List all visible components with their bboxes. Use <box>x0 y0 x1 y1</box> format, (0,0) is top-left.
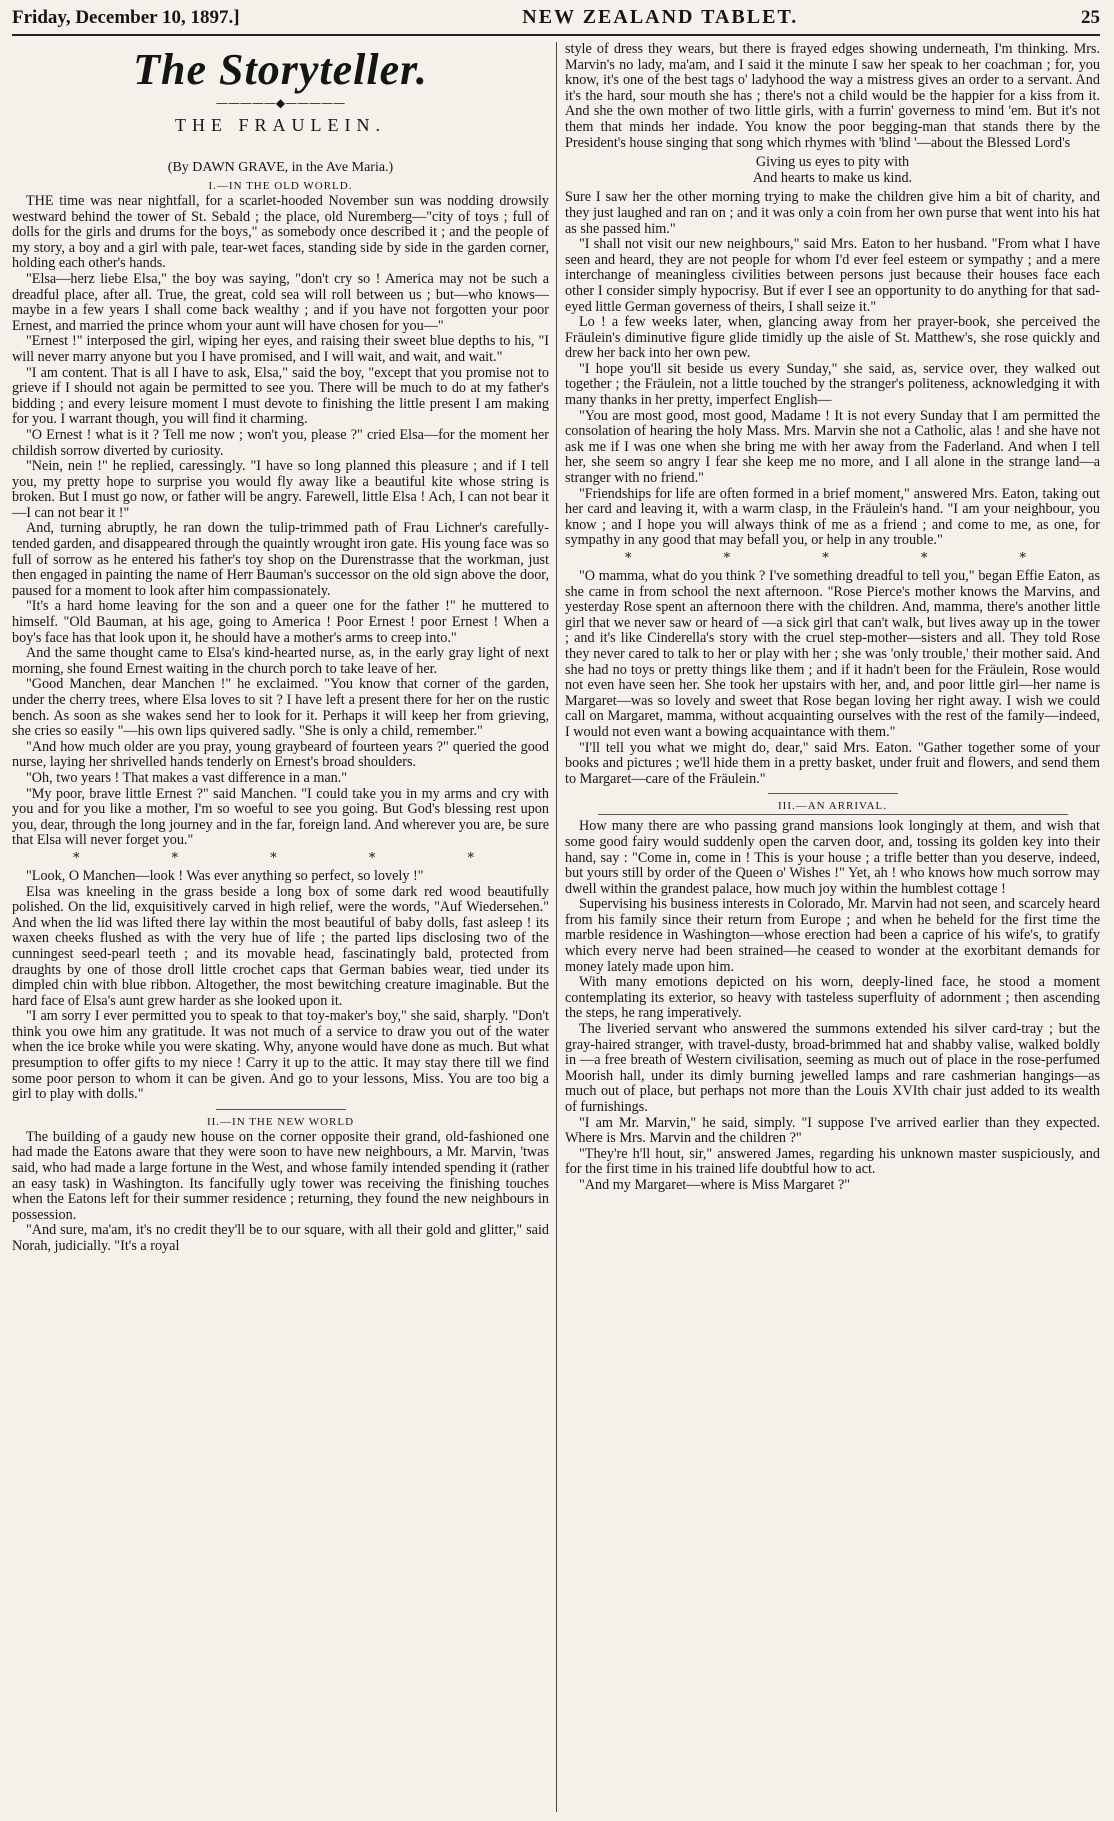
paragraph: "Ernest !" interposed the girl, wiping her eyes, and raising their sweet blue depths to his, "I will never marry anyone but you I have promised, and I will wait, and wait, and wait." <box>12 333 549 365</box>
paragraph: "Elsa—herz liebe Elsa," the boy was saying, "don't cry so ! America may not be such a dreadful place, after all. True, the great, cold sea will roll between us ; but—who knows—maybe in a few years I shall come back wealthy ; and if you have not forgotten your poor Ernest, and married the prince whom your aunt will have chosen for you—" <box>12 270 549 334</box>
section-break-stars: * * * * * <box>72 850 519 866</box>
paragraph: "My poor, brave little Ernest ?" said Manchen. "I could take you in my arms and cry with you and for you like a mother, I'm so woeful to see you going. But God's blessing rest upon you, dear, through the long journey and in the far, foreign land. And wherever you are, be sure that Elsa will never forget you." <box>12 785 549 849</box>
chapter-heading-3: III.—AN ARRIVAL. <box>778 800 887 813</box>
paragraph: With many emotions depicted on his worn, deeply-lined face, he stood a moment contemplating its exterior, so heavy with tasteless superfluity of adornment ; then ascending the steps, he rang imperatively. <box>565 974 1100 1022</box>
section-break-stars: * * * * * <box>624 551 1071 566</box>
verse-line-1: Giving us eyes to pity with <box>755 154 910 171</box>
paragraph: "I shall not visit our new neighbours," said Mrs. Eaton to her husband. "From what I have seen and heard, they are not people for whom I'd ever feel esteem or sympathy ; and a mere interchange of meaningless civilities between persons just because their houses face each other I consider simply hypocrisy. But if ever I see an opportunity to do anything for that sad-eyed little German governess of theirs, I shall seize it." <box>565 236 1100 315</box>
paragraph: "Good Manchen, dear Manchen !" he exclaimed. "You know that corner of the garden, under the cherry trees, where Elsa loves to sit ? I have left a present there for her on the rustic bench. As soon as she wakes send her to look for it. Perhaps it will keep her from grieving, she cries so easily "—his own lips quivered sadly. "She is only a child, remember." <box>12 676 549 740</box>
paragraph: The liveried servant who answered the summons extended his silver card-tray ; but the gray-haired stranger, with travel-dusty, broad-brimmed hat and shabby valise, walked boldly in —a free breath of Western civilisation, seeming as much out of place in the rose-perfumed Moorish hall, under its dimly burning jewelled lamps and rare cashmerian hangings—as much out of place, but perhaps not more than the Louis XVIth chair just added to its wealth of furnishings. <box>565 1021 1100 1115</box>
paragraph: style of dress they wears, but there is frayed edges showing underneath, I'm thinking. Mrs. Marvin's no lady, ma'am, and I said it the minute I saw her speak to her coachman ; for, you know, it's one of the best tags o' ladyhood the way a mistress gives an order to a servant. And it's the hard, sour mouth she has ; there's not a child would be the happier for a kiss from it. And she the own mother of two little girls, with a furrin' governess to mind 'em. But it's not them that minds her indade. You know the poor begging-man that stands there by the President's house singing that song which rhymes with 'blind '—about the Blessed Lord's <box>565 42 1100 151</box>
page-header <box>12 6 1100 36</box>
verse-line-2: And hearts to make us kind. <box>752 169 913 186</box>
chapter-heading-2: II.—IN THE NEW WORLD <box>206 1115 355 1128</box>
text-block-right-4 <box>565 819 1100 1193</box>
paragraph: "And sure, ma'am, it's no credit they'll be to our square, with all their gold and glitter," said Norah, judicially. "It's a royal <box>12 1222 549 1254</box>
chapter-heading-1: I.—IN THE OLD WORLD. <box>208 180 353 192</box>
paragraph: "Nein, nein !" he replied, caressingly. "I have so long planned this pleasure ; and if I tell you, my pretty hope to surprise you would fly away like a beautiful kite whose string is broken. But I must go now, or father will be angry. Farewell, little Elsa ! Ach, I can not bear it—I can not bear it !" <box>12 458 549 521</box>
paragraph: "O mamma, what do you think ? I've something dreadful to tell you," began Effie Eaton, as she came in from school the next afternoon. "Rose Pierce's mother knows the Marvins, and yesterday Rose spent an afternoon there with the children. And, mamma, there's another little girl that we never saw or heard of —a sick girl that can't walk, but lives away up in the tower ; and it's like Cinderella's story with the cruel step-mother—sisters and all. They told Rose they never cared to talk to her or play with her ; she was 'only trouble,' their mother said. And she had no toys or pretty things like them ; and if it hadn't been for the Fräulein, Rose would not even have seen her. She took her upstairs with her, and, and poor little girl—her name is Margaret—was so lovely and sweet that Rose began loving her right away. I wish we could call on Margaret, mamma, without acquainting ourselves with the rest of the family—indeed, I would not even want a bowing acquaintance with them." <box>565 568 1100 740</box>
text-block-right-1 <box>565 42 1100 151</box>
divider <box>216 1109 346 1110</box>
paragraph: "O Ernest ! what is it ? Tell me now ; won't you, please ?" cried Elsa—for the moment her childish sorrow diverted by curiosity. <box>12 426 549 459</box>
divider <box>598 814 1068 815</box>
diamond-ornament-icon: —————◆————— <box>215 96 346 110</box>
section-title: The Storyteller. <box>133 45 428 94</box>
paragraph: "I am content. That is all I have to ask, Elsa," said the boy, "except that you promise not to grieve if I should not again be permitted to see you. There will be much to do at my father's bidding ; and every leisure moment I must devote to finishing the little present I am making for you. I warrant though, you will find it charming. <box>12 364 549 428</box>
paragraph: Sure I saw her the other morning trying to make the children give him a bit of charity, and they just laughed and ran on ; and it was only a coin from her own purse that went into his hat as she passed him." <box>565 189 1100 237</box>
paragraph: "I am Mr. Marvin," he said, simply. "I suppose I've arrived earlier than they expected. Where is Mrs. Marvin and the children ?" <box>565 1114 1100 1147</box>
paragraph: And, turning abruptly, he ran down the tulip-trimmed path of Frau Lichner's carefully-tended garden, and disappeared through the quaintly wrought iron gate. His young face was so full of sorrow as he entered his father's toy shop on the Durenstrasse that the workman, just then engaged in painting the name of Herr Bauman's successor on the old sign above the door, paused for a moment to look after him compassionately. <box>12 520 549 599</box>
paragraph: "They're h'll hout, sir," answered James, regarding his unknown master suspiciously, and for the first time in his trained life doubtful how to act. <box>565 1145 1100 1178</box>
paragraph: "You are most good, most good, Madame ! It is not every Sunday that I am permitted the consolation of hearing the holy Mass. Mrs. Marvin she not a Catholic, alas ! and she have not ask me if I was one when she bring me with her away from the Faderland. And when I tell her, she seem so angry I fear she keep me no more, and I all alone in the strange land—a stranger with no friend." <box>565 407 1100 487</box>
paragraph: THE time was near nightfall, for a scarlet-hooded November sun was nodding drowsily westward behind the tower of St. Sebald ; the place, old Nuremberg—"city of toys ; full of dolls for the girls and drums for the boys," as somebody once described it ; and the people of my story, a boy and a girl with pale, tear-wet faces, standing side by side in the garden corner, holding each other's hands. <box>12 193 549 272</box>
paragraph: "It's a hard home leaving for the son and a queer one for the father !" he muttered to himself. "Old Bauman, at his age, going to America ! Poor Ernest ! poor Ernest ! When a boy's face has that look upon it, he should have a mother's arms to creep into." <box>12 598 549 646</box>
columns <box>12 42 1100 1812</box>
paragraph: Supervising his business interests in Colorado, Mr. Marvin had not seen, and scarcely heard from his family since their return from Europe ; and when he beheld for the first time the marble residence in Washington—whose erection had been a caprice of his wife's, to gratify which every nerve had been strained—he ceased to wonder at the exorbitant demands for money lately made upon him. <box>565 896 1100 975</box>
story-title: THE FRAULEIN. <box>175 115 386 135</box>
paragraph: How many there are who passing grand mansions look longingly at them, and wish that some good fairy would suddenly open the carven door, and, tossing its golden key into their hand, say : "Come in, come in ! This is your house ; a trifle better than you deserve, indeed, but yours still by order of the Queen o' Wishes !" Yet, ah ! who knows how much sorrow may dwell within the grandest palace, how much joy within the humblest cottage ! <box>565 818 1100 897</box>
column-left <box>12 42 556 1812</box>
column-right <box>556 42 1100 1812</box>
text-block-left-1 <box>12 194 549 849</box>
paragraph: And the same thought came to Elsa's kind-hearted nurse, as, in the early gray light of next morning, she found Ernest waiting in the church porch to take leave of her. <box>12 645 549 677</box>
text-block-left-2 <box>12 869 549 1103</box>
paragraph: "I hope you'll sit beside us every Sunday," she said, as, service over, they walked out together ; the Fräulein, not a little touched by the stranger's politeness, acknowledging it with many thanks in her pretty, imperfect English— <box>565 360 1100 409</box>
paragraph: The building of a gaudy new house on the corner opposite their grand, old-fashioned one had made the Eatons aware that they were soon to have new neighbours, a Mr. Marvin, 'twas said, who had made a large fortune in the West, and whose family intended spending it (rather an easy task) in Washington. Its fancifully ugly tower was receiving the finishing touches when the Eatons left for their summer residence ; returning, they found the new neighbours in possession. <box>12 1128 549 1223</box>
paragraph: "And how much older are you pray, young graybeard of fourteen years ?" queried the good nurse, laying her shrivelled hands tenderly on Ernest's broad shoulders. <box>12 738 549 771</box>
paragraph: "Oh, two years ! That makes a vast difference in a man." <box>26 769 348 786</box>
byline: (By DAWN GRAVE, in the Ave Maria.) <box>167 160 394 175</box>
paragraph: "I am sorry I ever permitted you to speak to that toy-maker's boy," she said, sharply. "Don't think you owe him any gratitude. It was not much of a service to draw you out of the water when the ice broke while you were skating. Why, anyone would have done as much. But what presumption to offer gifts to my niece ! Carry it up to the attic. It may stay there till we find some poor person to whom it can be given. And go to your lessons, Miss. You are too big a girl to play with dolls." <box>12 1008 549 1103</box>
divider <box>768 793 898 794</box>
paragraph: "Friendships for life are often formed in a brief moment," answered Mrs. Eaton, taking out her card and leaving it, with a warm clasp, in the Fräulein's hand. "I am your neighbour, you know ; and I hope you will always think of me as a friend ; and come to me, as one, for sympathy in any good that may befall you, or help in any trouble." <box>565 485 1100 549</box>
masthead: NEW ZEALAND TABLET. <box>522 6 799 28</box>
text-block-right-3 <box>565 569 1100 787</box>
text-block-right-2 <box>565 190 1100 549</box>
paragraph: "I'll tell you what we might do, dear," said Mrs. Eaton. "Gather together some of your books and pictures ; we'll hide them in a pretty basket, under fruit and flowers, and send them to Margaret—care of the Fräulein." <box>565 739 1100 787</box>
paragraph: Lo ! a few weeks later, when, glancing away from her prayer-book, she perceived the Fräulein's diminutive figure glide timidly up the aisle of St. Matthew's, she rose quickly and drew her back into her own pew. <box>565 314 1100 362</box>
paragraph: "And my Margaret—where is Miss Margaret ?" <box>579 1176 851 1193</box>
issue-date: Friday, December 10, 1897.] <box>12 7 240 28</box>
paragraph: "Look, O Manchen—look ! Was ever anything so perfect, so lovely !" <box>26 867 424 884</box>
paragraph: Elsa was kneeling in the grass beside a long box of some dark red wood beautifully polished. On the lid, exquisitively carved in high relief, were the words, "Auf Wiedersehen." And when the lid was lifted there lay within the most beautiful of baby dolls, fast asleep ! its waxen cheeks flushed as with the very hue of life ; the parted lips disclosing two of the cunningest seed-pearl teeth ; and its movable head, fascinatingly bald, protected from draughts by one of those droll little crochet caps that German babies wear, tied under its dimpled chin with blue ribbon. Altogether, the most bewitching creature imaginable. But the hard face of Elsa's aunt grew harder as she looked upon it. <box>12 883 549 1009</box>
text-block-left-3 <box>12 1130 549 1255</box>
page-number: 25 <box>1080 7 1100 28</box>
